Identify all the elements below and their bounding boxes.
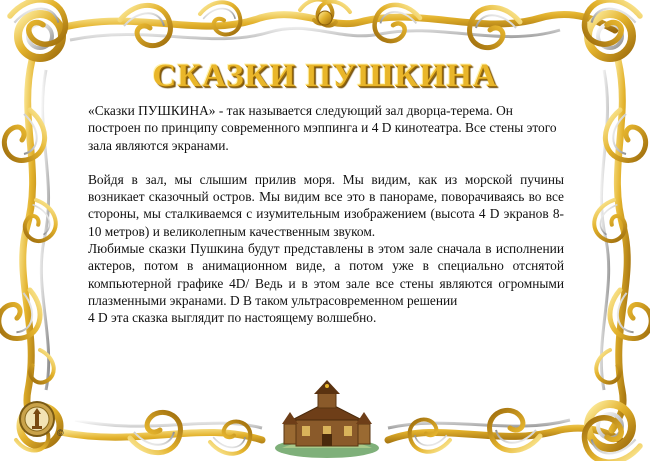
paragraph-intro: «Сказки ПУШКИНА» - так называется следующий зал дворца-терема. Он построен по принципу современного мэппинга и 4 D кинотеатра. Все стены этого зала являются экранами. <box>88 103 557 153</box>
wooden-palace-illustration <box>272 378 382 458</box>
emblem-logo <box>18 400 56 438</box>
paragraph-tales: Любимые сказки Пушкина будут представлены в этом зале сначала в исполнении актеров, потом в анимационном виде, а потом уже в специально отснятой компьютерной графике 4D/ Ведь и в этом зале все стены являются огромными плазменными экранами. D В таком ультрасовременном решении <box>88 241 564 308</box>
document-title: СКАЗКИ ПУШКИНА <box>152 58 498 94</box>
paragraph-gap <box>88 154 564 171</box>
paragraph-entrance: Войдя в зал, мы слышим прилив моря. Мы видим, как из морской пучины возникает сказочный остров. Мы видим все это в панораме, поворачиваясь во все стороны, мы сталкиваемся с изумительным изображением (высота 4 D экранов 8-10 метров) и великолепным качественным звуком. <box>88 171 564 239</box>
paragraph-closing: 4 D эта сказка выглядит по настоящему волшебно. <box>88 310 377 326</box>
document-body <box>88 102 564 327</box>
copyright-mark: © <box>57 428 64 438</box>
